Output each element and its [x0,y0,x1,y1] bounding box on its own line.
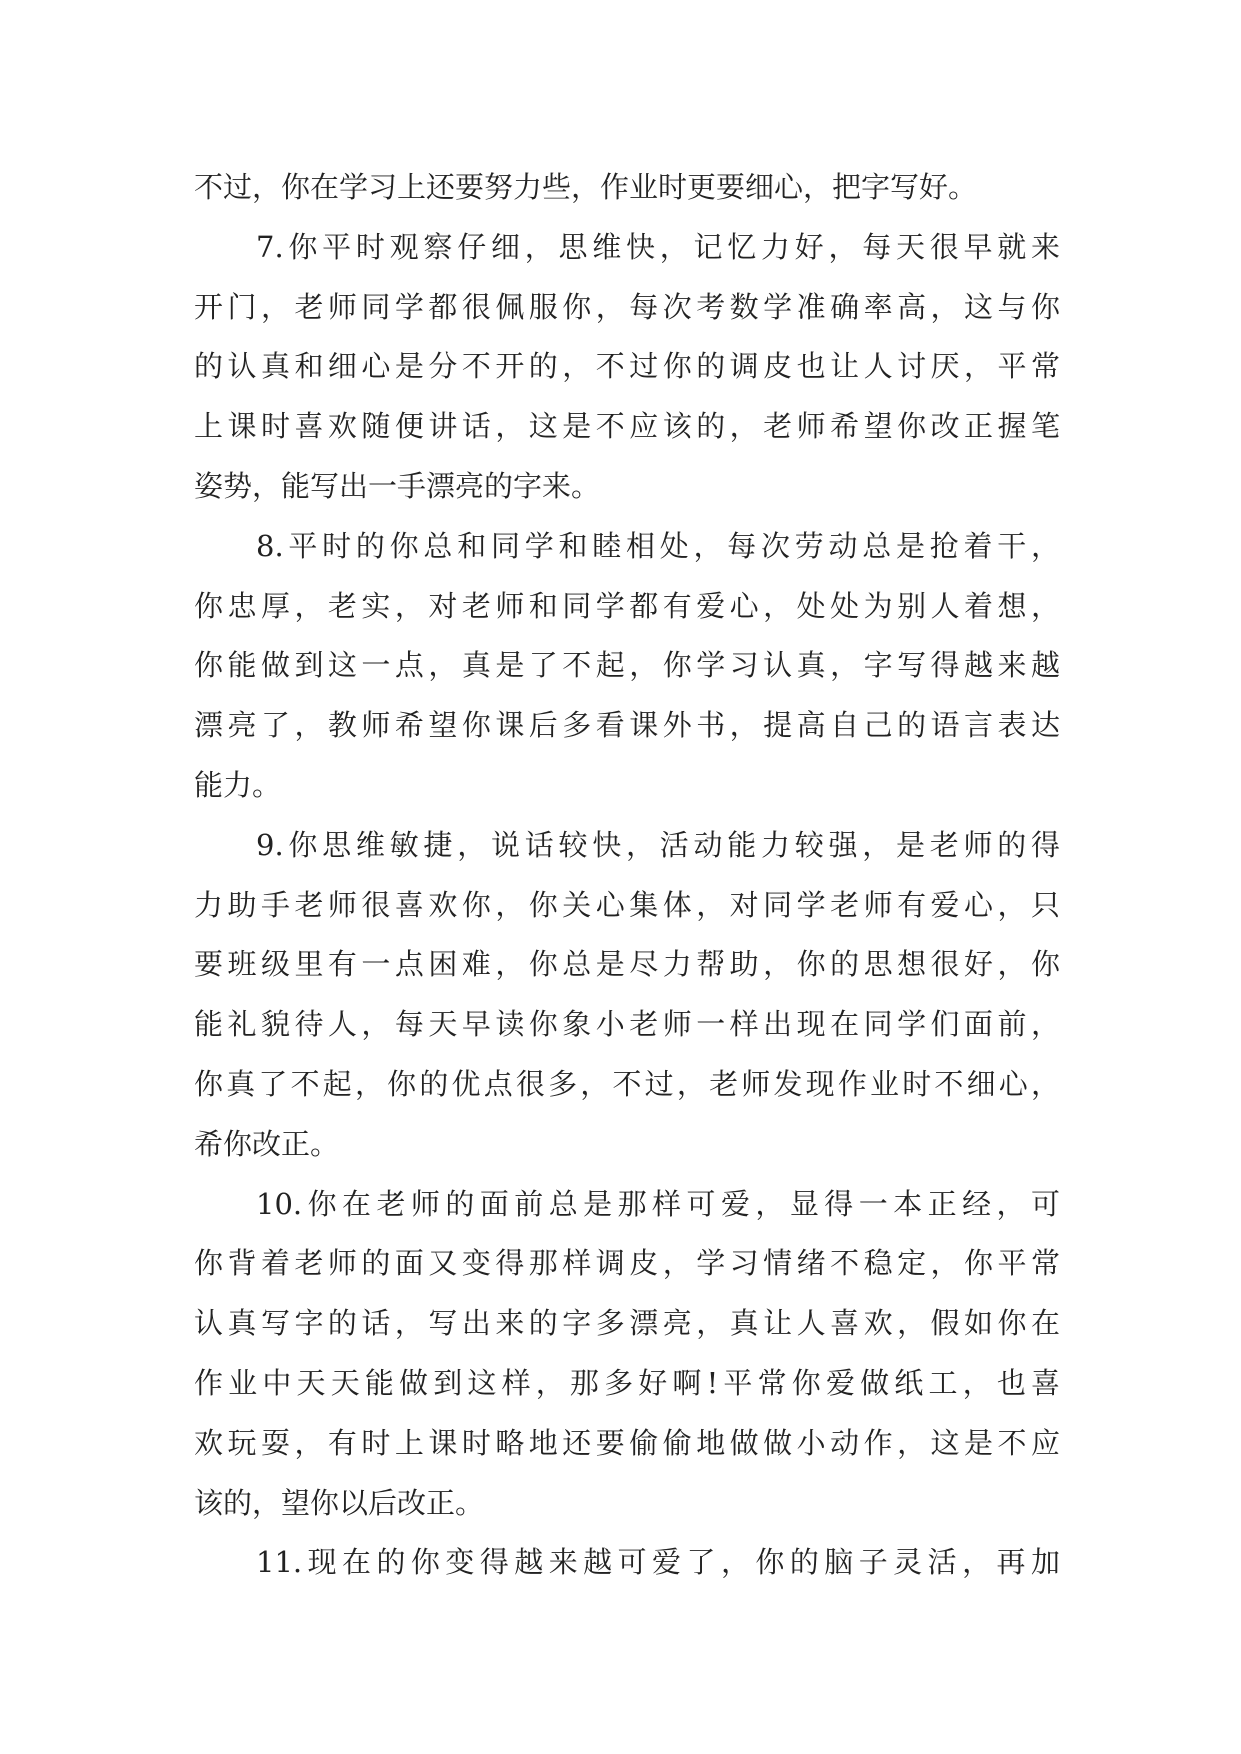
text-line: 认真写字的话，写出来的字多漂亮，真让人喜欢，假如你在 [194,1306,1060,1341]
text-line: 该的，望你以后改正。 [194,1485,485,1520]
text-line: 能礼貌待人，每天早读你象小老师一样出现在同学们面前， [194,1007,1060,1042]
paragraph [194,517,1060,816]
text-line: 你真了不起，你的优点很多，不过，老师发现作业时不细心， [194,1066,1060,1101]
text-line: 能力。 [194,767,282,802]
text-line: 10.你在老师的面前总是那样可爱，显得一本正经，可 [256,1186,1060,1221]
paragraph [194,816,1060,1175]
text-line: 开门，老师同学都很佩服你，每次考数学准确率高，这与你 [194,289,1060,324]
text-line: 欢玩耍，有时上课时略地还要偷偷地做做小动作，这是不应 [194,1425,1060,1460]
text-line: 漂亮了，教师希望你课后多看课外书，提高自己的语言表达 [194,708,1060,743]
text-line: 11.现在的你变得越来越可爱了，你的脑子灵活，再加 [256,1545,1060,1580]
text-line: 希你改正。 [194,1126,340,1161]
text-line: 上课时喜欢随便讲话，这是不应该的，老师希望你改正握笔 [194,409,1060,444]
text-line: 8.平时的你总和同学和睦相处，每次劳动总是抢着干， [256,528,1060,563]
paragraph [194,218,1060,517]
text-line: 力助手老师很喜欢你，你关心集体，对同学老师有爱心，只 [194,887,1060,922]
text-line: 不过，你在学习上还要努力些，作业时更要细心，把字写好。 [194,170,978,204]
text-line: 姿势，能写出一手漂亮的字来。 [194,468,601,503]
text-line: 7.你平时观察仔细，思维快，记忆力好，每天很早就来 [256,229,1060,264]
document-body [194,158,1060,1593]
text-line: 你能做到这一点，真是了不起，你学习认真，字写得越来越 [194,648,1060,683]
text-line: 9.你思维敏捷，说话较快，活动能力较强，是老师的得 [256,827,1060,862]
text-line: 你忠厚，老实，对老师和同学都有爱心，处处为别人着想， [194,588,1060,623]
text-line: 要班级里有一点困难，你总是尽力帮助，你的思想很好，你 [194,947,1060,982]
text-line: 你背着老师的面又变得那样调皮，学习情绪不稳定，你平常 [194,1246,1060,1281]
text-line: 的认真和细心是分不开的，不过你的调皮也让人讨厌，平常 [194,349,1060,384]
text-line: 作业中天天能做到这样，那多好啊!平常你爱做纸工，也喜 [194,1365,1060,1400]
paragraph [194,1175,1060,1534]
paragraph [194,158,1060,218]
paragraph [194,1533,1060,1593]
